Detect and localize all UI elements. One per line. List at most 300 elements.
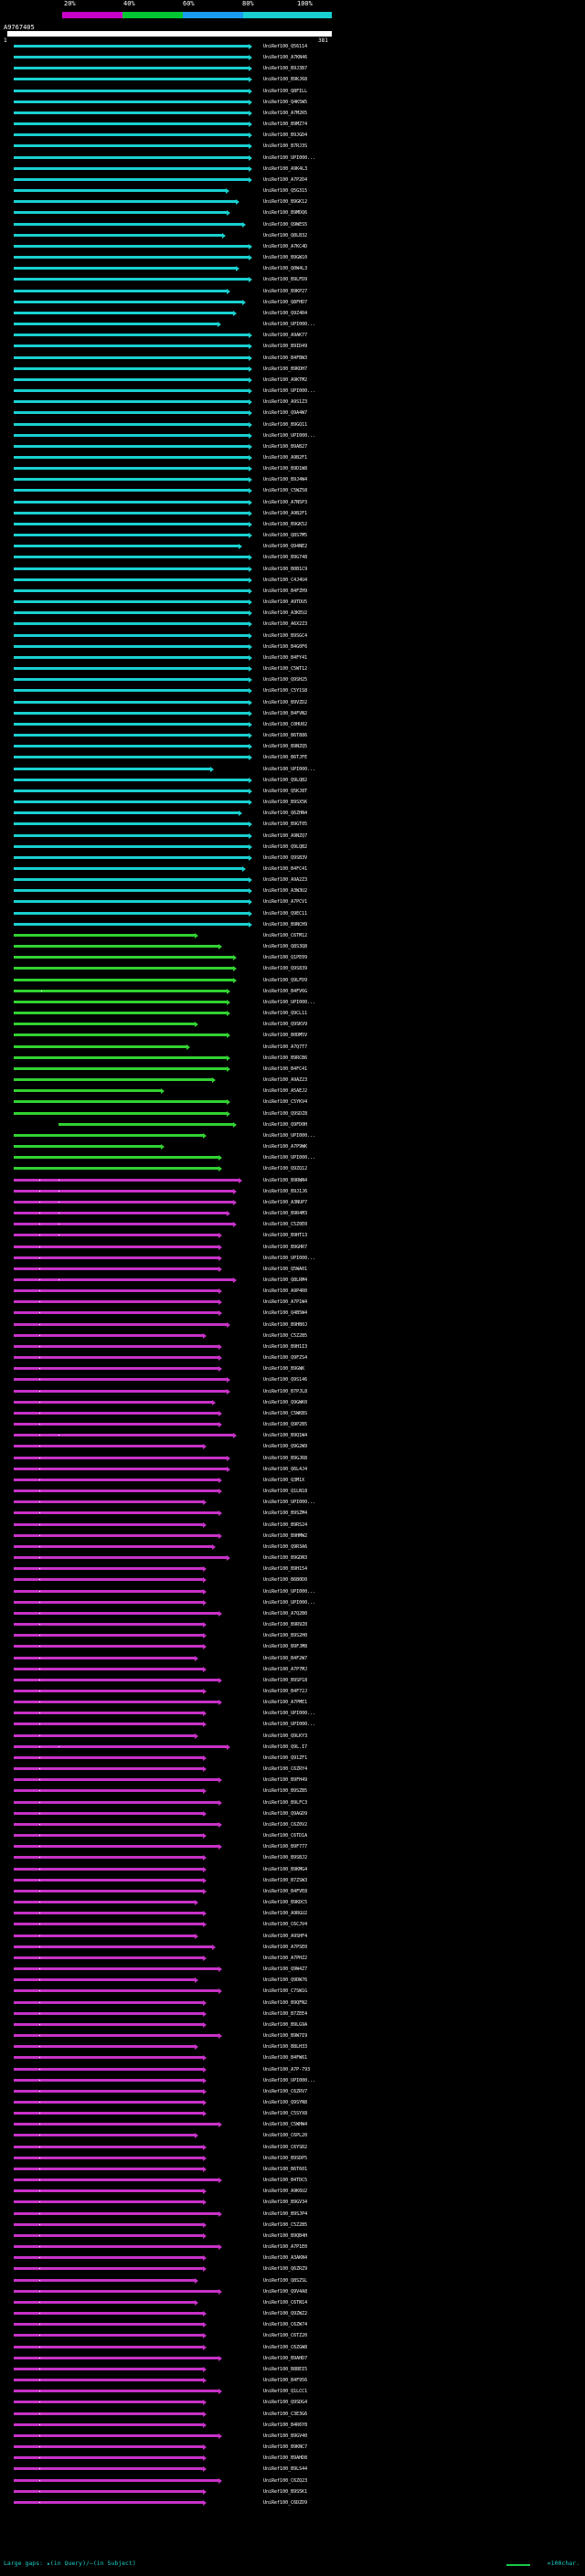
alignment-bar[interactable] (14, 2368, 203, 2370)
alignment-bar[interactable] (14, 1056, 227, 1059)
table-row[interactable] (0, 888, 585, 894)
table-row[interactable] (0, 1344, 585, 1350)
subject-label[interactable]: UniRef100_A9AK77 (263, 333, 308, 339)
alignment-bar[interactable] (14, 1556, 227, 1559)
subject-label[interactable]: UniRef100_UPI000... (263, 388, 316, 395)
table-row[interactable] (0, 100, 585, 105)
alignment-bar[interactable] (14, 622, 248, 625)
subject-label[interactable]: UniRef100_B9SGC4 (263, 632, 308, 639)
alignment-bar[interactable] (14, 1023, 195, 1025)
subject-label[interactable]: UniRef100_C5YKV4 (263, 1099, 308, 1106)
table-row[interactable] (0, 2412, 585, 2417)
alignment-bar[interactable] (14, 1701, 218, 1703)
alignment-bar[interactable] (14, 1468, 227, 1470)
subject-label[interactable]: UniRef100_Q1LCC1 (263, 2389, 308, 2395)
alignment-bar[interactable] (14, 78, 248, 80)
subject-label[interactable]: UniRef100_A7P7MJ (263, 1666, 308, 1672)
alignment-bar[interactable] (14, 967, 232, 970)
alignment-bar[interactable] (14, 1167, 218, 1170)
alignment-bar[interactable] (14, 701, 248, 704)
table-row[interactable] (0, 2122, 585, 2127)
subject-label[interactable]: UniRef100_Q9LKY3 (263, 1733, 308, 1739)
subject-label[interactable]: UniRef100_Q9ZWZ2 (263, 2311, 308, 2317)
alignment-bar[interactable] (14, 2189, 203, 2192)
alignment-bar[interactable] (14, 1989, 218, 1992)
table-row[interactable] (0, 1855, 585, 1860)
subject-label[interactable]: UniRef100_C5Z2B5 (263, 1332, 308, 1339)
alignment-bar[interactable] (14, 634, 248, 637)
subject-label[interactable]: UniRef100_C7SW1G (263, 1988, 308, 1995)
alignment-bar[interactable] (14, 167, 248, 170)
alignment-bar[interactable] (14, 423, 248, 426)
subject-label[interactable]: UniRef100_Q3M1X (263, 1477, 305, 1483)
table-row[interactable] (0, 500, 585, 505)
alignment-bar[interactable] (14, 1001, 227, 1003)
table-row[interactable] (0, 978, 585, 983)
table-row[interactable] (0, 2022, 585, 2028)
alignment-bar[interactable] (14, 1745, 227, 1748)
subject-label[interactable]: UniRef100_C6ZGW8 (263, 2344, 308, 2350)
subject-label[interactable]: UniRef100_A3KEU2 (263, 610, 308, 617)
table-row[interactable] (0, 688, 585, 694)
table-row[interactable] (0, 911, 585, 917)
subject-label[interactable]: UniRef100_A9B2F1 (263, 455, 308, 461)
alignment-bar[interactable] (14, 101, 248, 103)
table-row[interactable] (0, 1577, 585, 1583)
subject-label[interactable]: UniRef100_B9KDC5 (263, 1900, 308, 1906)
alignment-bar[interactable] (14, 1434, 232, 1436)
subject-label[interactable]: UniRef100_B9J3B7 (263, 66, 308, 72)
subject-label[interactable]: UniRef100_B9GQ11 (263, 421, 308, 428)
subject-label[interactable]: UniRef100_B9GHR7 (263, 1244, 308, 1250)
subject-label[interactable]: UniRef100_A9NZQ7 (263, 832, 308, 839)
subject-label[interactable]: UniRef100_C6Z0V2 (263, 1821, 308, 1828)
table-row[interactable] (0, 1867, 585, 1872)
table-row[interactable] (0, 333, 585, 338)
alignment-bar[interactable] (14, 223, 242, 226)
alignment-bar[interactable] (14, 923, 248, 926)
subject-label[interactable]: UniRef100_Q8FILL (263, 88, 308, 94)
table-row[interactable] (0, 1988, 585, 1994)
alignment-bar[interactable] (14, 1190, 232, 1193)
table-row[interactable] (0, 377, 585, 383)
subject-label[interactable]: UniRef100_B4TDC5 (263, 2178, 308, 2184)
subject-label[interactable]: UniRef100_UPI000... (263, 1711, 316, 1717)
table-row[interactable] (0, 1833, 585, 1839)
alignment-bar[interactable] (14, 111, 248, 114)
table-row[interactable] (0, 166, 585, 172)
subject-label[interactable]: UniRef100_B8BEI5 (263, 2366, 308, 2372)
table-row[interactable] (0, 778, 585, 783)
table-row[interactable] (0, 1844, 585, 1850)
alignment-bar[interactable] (14, 456, 248, 459)
table-row[interactable] (0, 1945, 585, 1950)
subject-label[interactable]: UniRef100_Q8LRM4 (263, 1277, 308, 1283)
alignment-bar[interactable] (14, 189, 225, 192)
subject-label[interactable]: UniRef100_C6DZD9 (263, 2499, 308, 2506)
subject-label[interactable]: UniRef100_Q94NE2 (263, 544, 308, 550)
table-row[interactable] (0, 1722, 585, 1727)
alignment-bar[interactable] (14, 1679, 218, 1681)
subject-label[interactable]: UniRef100_B9KJ68 (263, 77, 308, 83)
subject-label[interactable]: UniRef100_B9LFD9 (263, 277, 308, 283)
table-row[interactable] (0, 1489, 585, 1494)
alignment-bar[interactable] (14, 234, 221, 237)
table-row[interactable] (0, 1144, 585, 1150)
subject-label[interactable]: UniRef100_B9SX5K (263, 800, 308, 806)
subject-label[interactable]: UniRef100_A7P1E0 (263, 2244, 308, 2251)
alignment-bar[interactable] (14, 2168, 203, 2170)
alignment-bar[interactable] (14, 345, 248, 347)
table-row[interactable] (0, 2333, 585, 2338)
alignment-bar[interactable] (14, 1778, 218, 1781)
subject-label[interactable]: UniRef100_A7PCV1 (263, 899, 308, 906)
subject-label[interactable]: UniRef100_A3AKN4 (263, 2255, 308, 2262)
subject-label[interactable]: UniRef100_Q9SDZ8 (263, 1110, 308, 1117)
subject-label[interactable]: UniRef100_UPI000... (263, 1255, 316, 1261)
table-row[interactable] (0, 677, 585, 683)
alignment-bar[interactable] (14, 1590, 203, 1593)
subject-label[interactable]: UniRef100_C6CJV4 (263, 1922, 308, 1928)
subject-label[interactable]: UniRef100_Q1LN18 (263, 1489, 308, 1495)
table-row[interactable] (0, 1611, 585, 1617)
alignment-bar[interactable] (14, 1756, 203, 1759)
subject-label[interactable]: UniRef100_B4F2W7 (263, 1655, 308, 1661)
alignment-bar[interactable] (14, 1945, 211, 1948)
alignment-bar[interactable] (14, 1789, 203, 1792)
subject-label[interactable]: UniRef100_A3W3U2 (263, 888, 308, 895)
subject-label[interactable]: UniRef100_B9LS44 (263, 2466, 308, 2473)
table-row[interactable] (0, 933, 585, 938)
subject-label[interactable]: UniRef100_Q9ZQ12 (263, 1166, 308, 1172)
table-row[interactable] (0, 800, 585, 805)
alignment-bar[interactable] (14, 1734, 195, 1737)
subject-label[interactable]: UniRef100_Q9S146 (263, 1377, 308, 1383)
subject-label[interactable]: UniRef100_B9GK52 (263, 521, 308, 527)
subject-label[interactable]: UniRef100_A7P-793 (263, 2066, 311, 2072)
table-row[interactable] (0, 66, 585, 71)
table-row[interactable] (0, 233, 585, 239)
alignment-bar[interactable] (14, 434, 248, 437)
table-row[interactable] (0, 255, 585, 260)
alignment-bar[interactable] (14, 122, 248, 125)
alignment-bar[interactable] (14, 1511, 218, 1514)
alignment-bar[interactable] (14, 867, 242, 870)
table-row[interactable] (0, 422, 585, 428)
alignment-bar[interactable] (14, 1323, 227, 1326)
table-row[interactable] (0, 399, 585, 405)
alignment-bar[interactable] (14, 2501, 203, 2504)
alignment-bar[interactable] (14, 611, 248, 614)
table-row[interactable] (0, 2433, 585, 2439)
alignment-bar[interactable] (14, 2068, 203, 2071)
alignment-bar[interactable] (14, 1289, 218, 1292)
alignment-bar[interactable] (14, 734, 248, 737)
subject-label[interactable]: UniRef100_B4G0F6 (263, 643, 308, 650)
alignment-bar[interactable] (14, 712, 248, 715)
subject-label[interactable]: UniRef100_Q9SYN8 (263, 2100, 308, 2105)
alignment-bar[interactable] (14, 1645, 203, 1648)
table-row[interactable] (0, 1055, 585, 1061)
subject-label[interactable]: UniRef100_B4F72J (263, 1689, 308, 1694)
subject-label[interactable]: UniRef100_A7PSE0 (263, 1944, 308, 1950)
alignment-bar[interactable] (14, 2112, 203, 2115)
table-row[interactable] (0, 1000, 585, 1005)
alignment-bar[interactable] (14, 445, 248, 448)
alignment-bar[interactable] (14, 1767, 203, 1770)
table-row[interactable] (0, 1589, 585, 1595)
subject-label[interactable]: UniRef100_B9HMW2 (263, 1532, 308, 1539)
table-row[interactable] (0, 1456, 585, 1461)
subject-label[interactable]: UniRef100_Q9DW76 (263, 1977, 308, 1984)
table-row[interactable] (0, 1088, 585, 1094)
subject-label[interactable]: UniRef100_B9NZQ5 (263, 744, 308, 750)
table-row[interactable] (0, 1711, 585, 1716)
table-row[interactable] (0, 1211, 585, 1216)
table-row[interactable] (0, 1777, 585, 1783)
subject-label[interactable]: UniRef100_B9GWK (263, 1366, 305, 1373)
table-row[interactable] (0, 1178, 585, 1183)
alignment-bar[interactable] (14, 1278, 232, 1281)
table-row[interactable] (0, 1277, 585, 1283)
table-row[interactable] (0, 1355, 585, 1361)
subject-label[interactable]: UniRef100_B4FV6G (263, 988, 308, 994)
alignment-bar[interactable] (14, 745, 248, 747)
table-row[interactable] (0, 822, 585, 827)
table-row[interactable] (0, 133, 585, 138)
table-row[interactable] (0, 555, 585, 560)
alignment-bar[interactable] (14, 1045, 186, 1048)
subject-label[interactable]: UniRef100_Q9LFD9 (263, 977, 308, 983)
table-row[interactable] (0, 599, 585, 605)
subject-label[interactable]: UniRef100_B9KNC7 (263, 2444, 308, 2451)
table-row[interactable] (0, 1544, 585, 1550)
alignment-bar[interactable] (14, 356, 248, 359)
alignment-bar[interactable] (14, 667, 248, 670)
subject-label[interactable]: UniRef100_B9SBJ2 (263, 1855, 308, 1861)
alignment-bar[interactable] (14, 2445, 203, 2448)
table-row[interactable] (0, 1878, 585, 1883)
alignment-bar[interactable] (14, 1223, 232, 1225)
table-row[interactable] (0, 2422, 585, 2428)
subject-label[interactable]: UniRef100_B4R6Y8 (263, 2422, 308, 2428)
alignment-bar[interactable] (14, 2178, 218, 2181)
subject-label[interactable]: UniRef100_A7M2R5 (263, 110, 308, 116)
subject-label[interactable]: UniRef100_Q9A4W7 (263, 410, 308, 417)
subject-label[interactable]: UniRef100_Q6ZHN4 (263, 811, 308, 817)
table-row[interactable] (0, 322, 585, 327)
table-row[interactable] (0, 866, 585, 872)
subject-label[interactable]: UniRef100_A9K4L3 (263, 165, 308, 172)
table-row[interactable] (0, 244, 585, 249)
subject-label[interactable]: UniRef100_A9K6U2 (263, 2189, 308, 2195)
alignment-bar[interactable] (14, 411, 248, 414)
alignment-bar[interactable] (14, 567, 248, 570)
table-row[interactable] (0, 1700, 585, 1705)
table-row[interactable] (0, 355, 585, 361)
table-row[interactable] (0, 1222, 585, 1227)
alignment-bar[interactable] (14, 367, 248, 370)
table-row[interactable] (0, 1911, 585, 1916)
alignment-bar[interactable] (14, 1334, 203, 1337)
alignment-bar[interactable] (14, 845, 248, 848)
table-row[interactable] (0, 444, 585, 450)
alignment-bar[interactable] (14, 2023, 203, 2026)
subject-label[interactable]: UniRef100_Q4K5W5 (263, 99, 308, 105)
subject-label[interactable]: UniRef100_B9SP18 (263, 1677, 308, 1683)
alignment-bar[interactable] (14, 600, 248, 603)
alignment-bar[interactable] (14, 1545, 211, 1548)
table-row[interactable] (0, 311, 585, 316)
alignment-bar[interactable] (14, 1479, 218, 1481)
subject-label[interactable]: UniRef100_C5Z2B5 (263, 2221, 308, 2228)
subject-label[interactable]: UniRef100_C4J4U4 (263, 577, 308, 583)
subject-label[interactable]: UniRef100_A5AEJ2 (263, 1088, 308, 1095)
subject-label[interactable]: UniRef100_A7P1W4 (263, 1299, 308, 1306)
alignment-bar[interactable] (14, 2390, 218, 2392)
alignment-bar[interactable] (14, 589, 248, 592)
subject-label[interactable]: UniRef100_B9GV34 (263, 2200, 308, 2206)
table-row[interactable] (0, 2133, 585, 2138)
table-row[interactable] (0, 1956, 585, 1961)
subject-label[interactable]: UniRef100_UPI000... (263, 766, 316, 772)
table-row[interactable] (0, 2489, 585, 2495)
alignment-bar[interactable] (14, 2157, 203, 2159)
table-row[interactable] (0, 733, 585, 738)
table-row[interactable] (0, 1800, 585, 1806)
subject-label[interactable]: UniRef100_C5Z0E0 (263, 1222, 308, 1228)
subject-label[interactable]: UniRef100_Q91ZF1 (263, 1754, 308, 1761)
alignment-bar[interactable] (14, 512, 248, 514)
table-row[interactable] (0, 2111, 585, 2116)
table-row[interactable] (0, 1678, 585, 1683)
subject-label[interactable]: UniRef100_B6B0D0 (263, 1577, 308, 1584)
table-row[interactable] (0, 2455, 585, 2461)
subject-label[interactable]: UniRef100_B9S5K1 (263, 2488, 308, 2495)
alignment-bar[interactable] (14, 912, 248, 915)
table-row[interactable] (0, 1011, 585, 1016)
subject-label[interactable]: UniRef100_Q8LB32 (263, 232, 308, 239)
table-row[interactable] (0, 1444, 585, 1449)
alignment-bar[interactable] (14, 1390, 227, 1393)
alignment-bar[interactable] (14, 790, 248, 792)
table-row[interactable] (0, 1133, 585, 1139)
subject-label[interactable]: UniRef100_Q6L4J4 (263, 1466, 308, 1472)
subject-label[interactable]: UniRef100_A9SHF4 (263, 1933, 308, 1939)
table-row[interactable] (0, 1644, 585, 1649)
table-row[interactable] (0, 2178, 585, 2183)
table-row[interactable] (0, 222, 585, 228)
alignment-bar[interactable] (14, 1801, 218, 1804)
table-row[interactable] (0, 210, 585, 216)
subject-label[interactable]: UniRef100_B9FH49 (263, 1777, 308, 1784)
subject-label[interactable]: UniRef100_C5SYX8 (263, 2111, 308, 2117)
table-row[interactable] (0, 2255, 585, 2261)
subject-label[interactable]: UniRef100_UPI000... (263, 432, 316, 439)
table-row[interactable] (0, 1733, 585, 1739)
subject-label[interactable]: UniRef100_A9RGU2 (263, 1911, 308, 1917)
table-row[interactable] (0, 1922, 585, 1927)
alignment-bar[interactable] (14, 556, 248, 558)
subject-label[interactable]: UniRef100_A7N5P3 (263, 499, 308, 505)
table-row[interactable] (0, 1288, 585, 1294)
table-row[interactable] (0, 1633, 585, 1638)
alignment-bar[interactable] (14, 1834, 203, 1837)
alignment-bar[interactable] (14, 723, 248, 726)
subject-label[interactable]: UniRef100_B9GK12 (263, 199, 308, 206)
table-row[interactable] (0, 1411, 585, 1416)
subject-label[interactable]: UniRef100_C6ZRV7 (263, 2088, 308, 2094)
table-row[interactable] (0, 955, 585, 960)
alignment-bar[interactable] (14, 1523, 203, 1526)
table-row[interactable] (0, 722, 585, 727)
alignment-bar[interactable] (14, 1868, 203, 1871)
subject-label[interactable]: UniRef100_B9AB27 (263, 443, 308, 450)
subject-label[interactable]: UniRef100_B7RJ3S (263, 143, 308, 150)
subject-label[interactable]: UniRef100_B9NCH9 (263, 921, 308, 928)
alignment-bar[interactable] (14, 156, 248, 159)
subject-label[interactable]: UniRef100_B9SJP4 (263, 2210, 308, 2217)
table-row[interactable] (0, 2189, 585, 2194)
alignment-bar[interactable] (14, 45, 248, 48)
alignment-bar[interactable] (14, 1412, 218, 1415)
alignment-bar[interactable] (14, 2357, 218, 2359)
alignment-bar[interactable] (14, 2479, 218, 2482)
table-row[interactable] (0, 989, 585, 994)
subject-label[interactable]: UniRef100_B4FC41 (263, 866, 308, 872)
alignment-bar[interactable] (14, 2490, 203, 2493)
subject-label[interactable]: UniRef100_C6PL20 (263, 2133, 308, 2139)
subject-label[interactable]: UniRef100_UPI000... (263, 1500, 316, 1506)
table-row[interactable] (0, 789, 585, 794)
alignment-bar[interactable] (14, 2001, 203, 2004)
subject-label[interactable]: UniRef100_Q6ZRZ9 (263, 2266, 308, 2273)
table-row[interactable] (0, 277, 585, 282)
alignment-bar[interactable] (14, 578, 248, 581)
alignment-bar[interactable] (14, 1212, 227, 1214)
alignment-bar[interactable] (14, 2456, 203, 2459)
table-row[interactable] (0, 266, 585, 271)
subject-label[interactable]: UniRef100_Q0W4L3 (263, 266, 308, 272)
alignment-bar[interactable] (14, 1401, 211, 1404)
subject-label[interactable]: UniRef100_A9KTM2 (263, 376, 308, 383)
table-row[interactable] (0, 855, 585, 861)
subject-label[interactable]: UniRef100_B8LH33 (263, 2044, 308, 2051)
table-row[interactable] (0, 1977, 585, 1983)
alignment-bar[interactable] (14, 1935, 195, 1937)
subject-label[interactable]: UniRef100_A3NUP7 (263, 1199, 308, 1205)
alignment-bar[interactable] (14, 1078, 211, 1081)
alignment-bar[interactable] (14, 2256, 203, 2259)
table-row[interactable] (0, 2055, 585, 2061)
subject-label[interactable]: UniRef100_Q9WES5 (263, 221, 308, 228)
table-row[interactable] (0, 1566, 585, 1572)
table-row[interactable] (0, 89, 585, 94)
table-row[interactable] (0, 55, 585, 60)
subject-label[interactable]: UniRef100_B9HB0J (263, 1321, 308, 1328)
alignment-bar[interactable] (14, 2279, 195, 2282)
alignment-bar[interactable] (14, 1201, 232, 1203)
subject-label[interactable]: UniRef100_C6TM12 (263, 932, 308, 938)
subject-label[interactable]: UniRef100_B9MZ74 (263, 122, 308, 128)
alignment-bar[interactable] (14, 1367, 218, 1370)
table-row[interactable] (0, 2244, 585, 2250)
subject-label[interactable]: UniRef100_Q5G315 (263, 188, 308, 195)
alignment-bar[interactable] (14, 467, 248, 470)
table-row[interactable] (0, 1934, 585, 1939)
subject-label[interactable]: UniRef100_A7Q7T7 (263, 1044, 308, 1050)
subject-label[interactable]: UniRef100_Q9L.I7 (263, 1744, 308, 1750)
